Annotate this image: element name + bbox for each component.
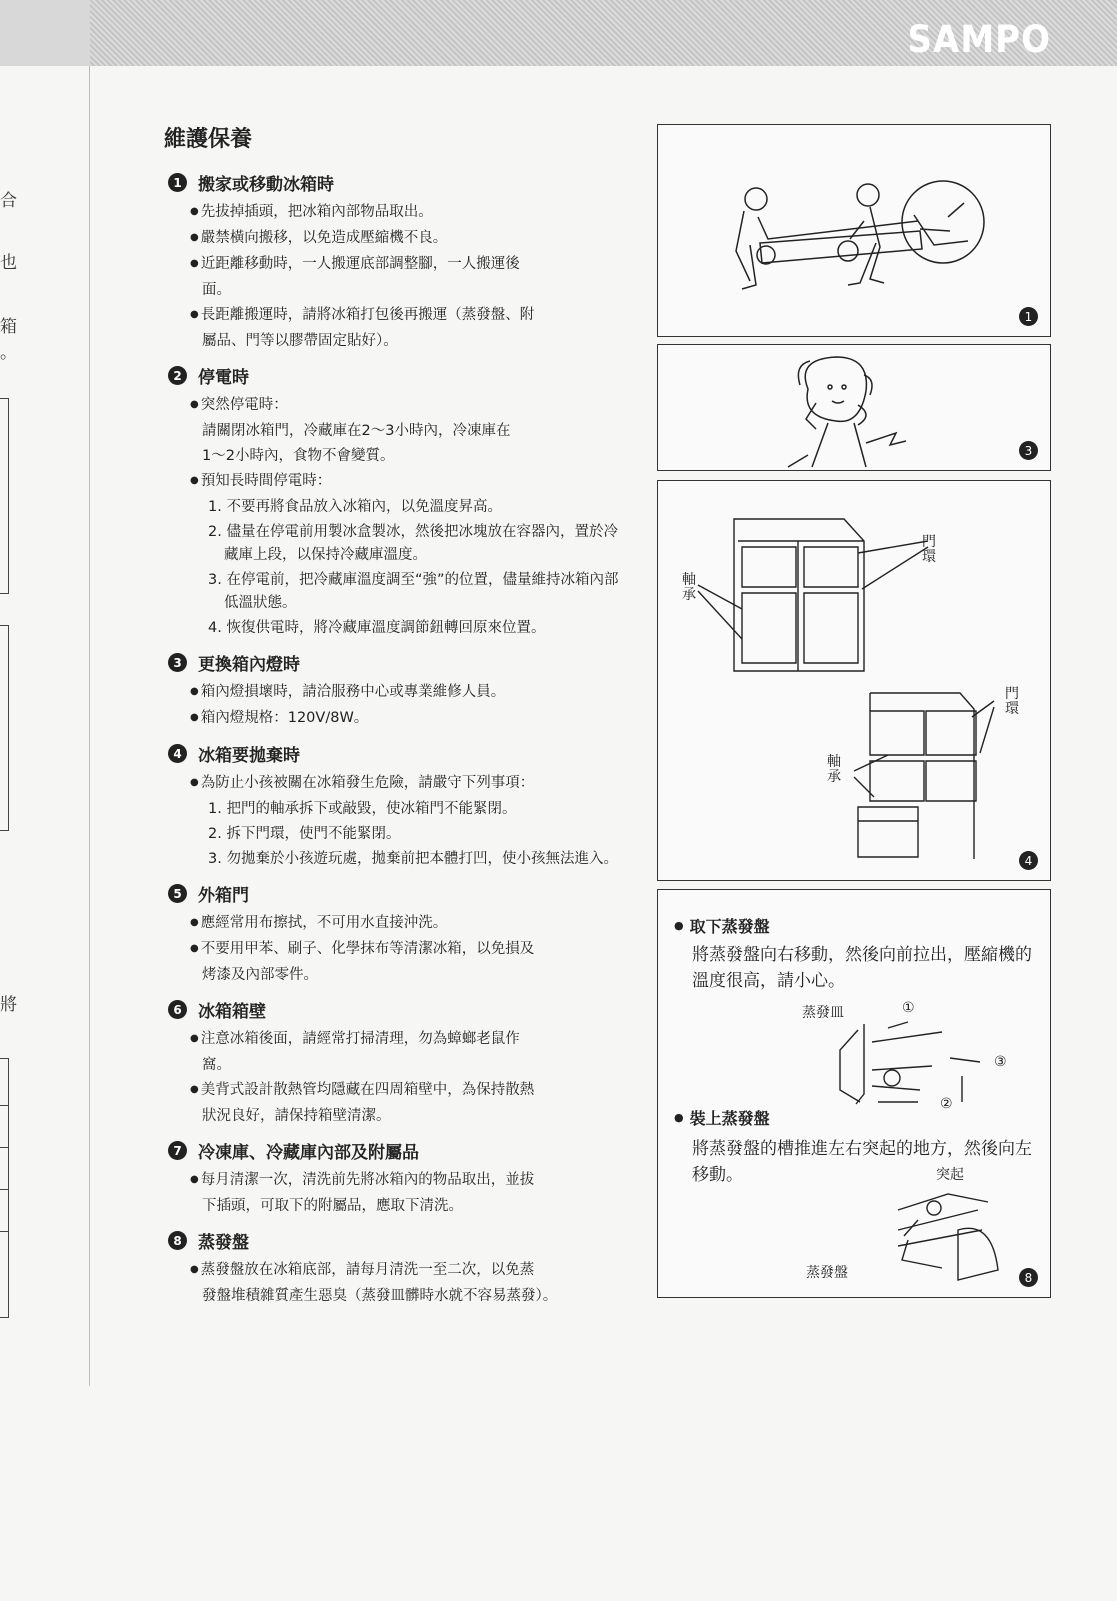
continuation-text: 屬品、門等以膠帶固定貼好）。 <box>202 333 398 349</box>
continuation-text: 窩。 <box>202 1057 231 1073</box>
bullet-item: ● 不要用甲苯、刷子、化學抹布等清潔冰箱，以免損及 <box>168 938 628 962</box>
left-page-fragment: 合 <box>0 191 17 211</box>
continuation-text: 發盤堆積雜質產生惡臭（蒸發皿髒時水就不容易蒸發）。 <box>202 1288 558 1304</box>
left-page-fragment: 將 <box>0 995 17 1015</box>
figure-moving-fridge <box>657 124 1051 337</box>
bump-label: 突起 <box>936 1167 964 1183</box>
bullet-item: ● 預知長時間停電時： <box>168 470 628 494</box>
numbered-item: 4. 恢復供電時，將冷藏庫溫度調節鈕轉回原來位置。 <box>208 620 546 636</box>
header-band-left <box>0 0 90 66</box>
label-door-ring: 門環 <box>922 534 936 565</box>
bullet-item: ● 箱內燈損壞時，請洽服務中心或專業維修人員。 <box>168 681 628 705</box>
bullet-item: ● 應經常用布擦拭，不可用水直接沖洗。 <box>168 912 628 936</box>
section-heading <box>168 1228 628 1253</box>
phone-call-illustration <box>658 345 1052 472</box>
bullet-item: ● 箱內燈規格：120V/8W。 <box>168 707 628 731</box>
section-number-badge: 4 <box>168 744 187 763</box>
bullet-item: ● 嚴禁橫向搬移，以免造成壓縮機不良。 <box>168 227 628 251</box>
numbered-item: 3. 在停電前，把冷藏庫溫度調至“強”的位置，儘量維持冰箱內部低溫狀態。 <box>208 572 619 611</box>
bullet-item: ● 近距離移動時，一人搬運底部調整腳，一人搬運後 <box>168 253 628 277</box>
section-5 <box>168 881 628 987</box>
left-page-fragment: 。 <box>0 343 17 363</box>
numbered-item: 2. 拆下門環，使門不能緊閉。 <box>208 826 401 842</box>
label-bearing: 軸承 <box>682 572 696 603</box>
step-label-3: ③ <box>994 1054 1007 1070</box>
section-number-badge: 3 <box>168 653 187 672</box>
continuation-text: 下插頭，可取下的附屬品，應取下清洗。 <box>202 1198 463 1214</box>
step-label-2: ② <box>940 1096 953 1112</box>
left-page-fragment: 也 <box>0 253 17 273</box>
bullet-item: ● 蒸發盤放在冰箱底部，請每月清洗一至二次，以免蒸 <box>168 1259 628 1283</box>
section-3 <box>168 650 628 731</box>
section-number-badge: 7 <box>168 1141 187 1160</box>
numbered-item: 1. 把門的軸承拆下或敲毀，使冰箱門不能緊閉。 <box>208 801 517 817</box>
figure-number-badge: 8 <box>1019 1268 1038 1287</box>
left-page-box <box>0 398 9 594</box>
bullet-item: ● 注意冰箱後面，請經常打掃清理，勿為蟑螂老鼠作 <box>168 1028 628 1052</box>
continuation-text: 請關閉冰箱門，冷藏庫在2～3小時內，冷凍庫在 <box>202 423 511 439</box>
section-heading-text: 停電時 <box>198 368 249 388</box>
section-heading-text: 冷凍庫、冷藏庫內部及附屬品 <box>198 1143 419 1163</box>
figure-number-badge: 1 <box>1019 307 1038 326</box>
figure-fridge-parts <box>657 480 1051 881</box>
step-label-1: ① <box>902 1000 915 1016</box>
section-heading-text: 冰箱要拋棄時 <box>198 746 300 766</box>
label-bearing: 軸承 <box>827 754 841 785</box>
left-page-fragment: 箱 <box>0 317 17 337</box>
figure-phone-call <box>657 344 1051 471</box>
section-number-badge: 6 <box>168 1000 187 1019</box>
numbered-item: 3. 勿拋棄於小孩遊玩處，拋棄前把本體打凹，使小孩無法進入。 <box>208 851 618 867</box>
bullet-item: ● 為防止小孩被關在冰箱發生危險，請嚴守下列事項： <box>168 772 628 796</box>
section-heading-text: 搬家或移動冰箱時 <box>198 175 334 195</box>
maintenance-sections <box>168 170 628 1318</box>
page-spine <box>89 66 90 1386</box>
section-heading-text: 冰箱箱壁 <box>198 1002 266 1022</box>
figure-evaporator-pan <box>657 889 1051 1298</box>
bullet-item: ● 先拔掉插頭，把冰箱內部物品取出。 <box>168 201 628 225</box>
section-heading <box>168 650 628 675</box>
page-title: 維護保養 <box>164 127 253 152</box>
section-heading <box>168 1138 628 1163</box>
section-heading-text: 蒸發盤 <box>198 1233 249 1253</box>
section-4 <box>168 741 628 871</box>
install-pan-heading: ● 裝上蒸發盤 <box>674 1106 770 1129</box>
label-door-ring: 門環 <box>1005 686 1019 717</box>
section-2 <box>168 363 628 640</box>
section-1 <box>168 170 628 353</box>
section-number-badge: 1 <box>168 173 187 192</box>
left-page-table <box>0 1058 9 1318</box>
remove-pan-text: 將蒸發盤向右移動，然後向前拉出，壓縮機的溫度很高，請小心。 <box>692 945 1032 991</box>
section-8 <box>168 1228 628 1308</box>
continuation-text: 烤漆及內部零件。 <box>202 967 318 983</box>
figure-number-badge: 4 <box>1019 851 1038 870</box>
bullet-item: ● 突然停電時： <box>168 394 628 418</box>
figure-number-badge: 3 <box>1019 441 1038 460</box>
remove-pan-heading: ● 取下蒸發盤 <box>674 914 770 937</box>
section-number-badge: 2 <box>168 366 187 385</box>
fridge-parts-illustration <box>658 481 1052 882</box>
numbered-item: 2. 儘量在停電前用製冰盒製冰，然後把冰塊放在容器內，置於冷藏庫上段，以保持冷藏庫溫度。 <box>208 524 618 563</box>
left-page-box <box>0 625 9 831</box>
section-heading <box>168 997 628 1022</box>
section-number-badge: 5 <box>168 884 187 903</box>
section-number-badge: 8 <box>168 1231 187 1250</box>
bullet-item: ● 長距離搬運時，請將冰箱打包後再搬運（蒸發盤、附 <box>168 304 628 328</box>
numbered-item: 1. 不要再將食品放入冰箱內，以免溫度昇高。 <box>208 499 502 515</box>
section-heading <box>168 741 628 766</box>
bullet-item: ● 每月清潔一次，清洗前先將冰箱內的物品取出，並拔 <box>168 1169 628 1193</box>
moving-fridge-illustration <box>658 125 1052 338</box>
brand-logo: SAMPO <box>907 18 1051 62</box>
continuation-text: 狀況良好，請保持箱壁清潔。 <box>202 1108 391 1124</box>
continuation-text: 1～2小時內，食物不會變質。 <box>202 448 395 464</box>
section-heading <box>168 881 628 906</box>
section-heading <box>168 170 628 195</box>
continuation-text: 面。 <box>202 282 231 298</box>
evaporator-pan-illustration <box>658 890 1052 1299</box>
section-heading <box>168 363 628 388</box>
section-heading-text: 外箱門 <box>198 886 249 906</box>
section-heading-text: 更換箱內燈時 <box>198 655 300 675</box>
section-7 <box>168 1138 628 1218</box>
bullet-item: ● 美背式設計散熱管均隱藏在四周箱壁中，為保持散熱 <box>168 1079 628 1103</box>
install-pan-text: 將蒸發盤的槽推進左右突起的地方，然後向左移動。 <box>692 1139 1032 1185</box>
tray-label: 蒸發皿 <box>802 1005 844 1021</box>
section-6 <box>168 997 628 1128</box>
header-band <box>90 0 1117 66</box>
pan-label: 蒸發盤 <box>806 1265 848 1281</box>
